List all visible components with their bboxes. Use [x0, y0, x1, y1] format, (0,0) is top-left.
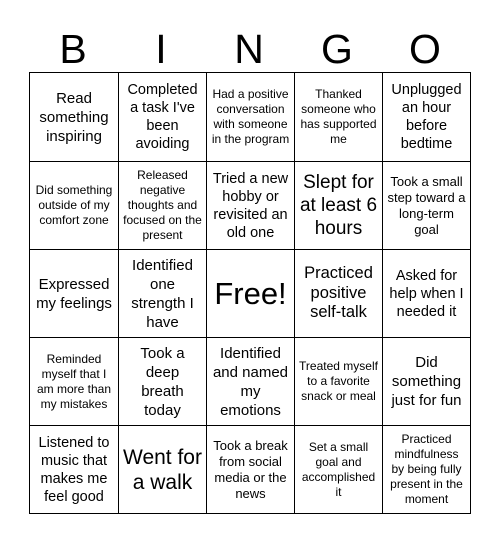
cell-text: Treated myself to a favorite snack or meal [299, 359, 378, 403]
bingo-cell[interactable] [119, 338, 207, 426]
free-space-cell[interactable] [207, 250, 295, 338]
bingo-cell[interactable] [295, 73, 383, 162]
cell-text: Slept for at least 6 hours [299, 172, 378, 239]
bingo-cell[interactable] [30, 338, 119, 426]
bingo-cell[interactable] [383, 73, 471, 162]
bingo-cell[interactable] [30, 250, 119, 338]
cell-text: Identified one strength I have [131, 256, 194, 331]
bingo-cell[interactable] [295, 338, 383, 426]
cell-text: Took a deep breath today [140, 344, 185, 419]
bingo-cell[interactable] [295, 162, 383, 250]
cell-text: Completed a task I've been avoiding [127, 82, 198, 152]
bingo-cell[interactable] [383, 426, 471, 514]
header-letter-n: N [234, 26, 264, 72]
bingo-grid [29, 72, 471, 514]
header-letter-o: O [409, 26, 441, 72]
cell-text: Tried a new hobby or revisited an old one [212, 170, 289, 241]
bingo-cell[interactable] [383, 162, 471, 250]
cell-text: Took a small step toward a long-term goal [387, 173, 466, 237]
cell-text: Read something inspiring [39, 89, 109, 145]
header-letter-i: I [155, 26, 167, 72]
cell-text: Practiced mindfulness by being fully present in the moment [390, 432, 463, 506]
cell-text: Had a positive conversation with someone in the program [211, 87, 290, 146]
bingo-cell[interactable] [207, 73, 295, 162]
header-letter-b: B [59, 26, 87, 72]
cell-text: Unplugged an hour before bedtime [391, 82, 462, 152]
bingo-cell[interactable] [119, 73, 207, 162]
cell-text: Did something just for fun [391, 354, 462, 409]
bingo-cell[interactable] [207, 338, 295, 426]
bingo-cell[interactable] [119, 162, 207, 250]
free-space-label: Free! [214, 275, 287, 311]
bingo-cell[interactable] [30, 162, 119, 250]
cell-text: Thanked someone who has supported me [300, 87, 377, 146]
bingo-cell[interactable] [119, 426, 207, 514]
bingo-cell[interactable] [207, 162, 295, 250]
cell-text: Practiced positive self-talk [304, 264, 373, 322]
cell-text: Set a small goal and accomplished it [301, 439, 376, 499]
bingo-cell[interactable] [295, 426, 383, 514]
cell-text: Did something outside of my comfort zone [35, 183, 113, 227]
bingo-cell[interactable] [30, 73, 119, 162]
bingo-cell[interactable] [119, 250, 207, 338]
cell-text: Released negative thoughts and focused on the present [123, 168, 202, 242]
cell-text: Listened to music that makes me feel good [38, 434, 110, 505]
cell-text: Went for a walk [123, 445, 202, 494]
bingo-cell[interactable] [207, 426, 295, 514]
bingo-header [29, 26, 471, 72]
cell-text: Asked for help when I needed it [389, 267, 464, 320]
cell-text: Expressed my feelings [36, 275, 112, 312]
bingo-cell[interactable] [30, 426, 119, 514]
bingo-cell[interactable] [383, 338, 471, 426]
header-letter-g: G [321, 26, 353, 72]
bingo-cell[interactable] [295, 250, 383, 338]
cell-text: Reminded myself that I am more than my mistakes [36, 351, 112, 411]
cell-text: Identified and named my emotions [212, 344, 289, 419]
bingo-cell[interactable] [383, 250, 471, 338]
cell-text: Took a break from social media or the news [213, 437, 288, 501]
